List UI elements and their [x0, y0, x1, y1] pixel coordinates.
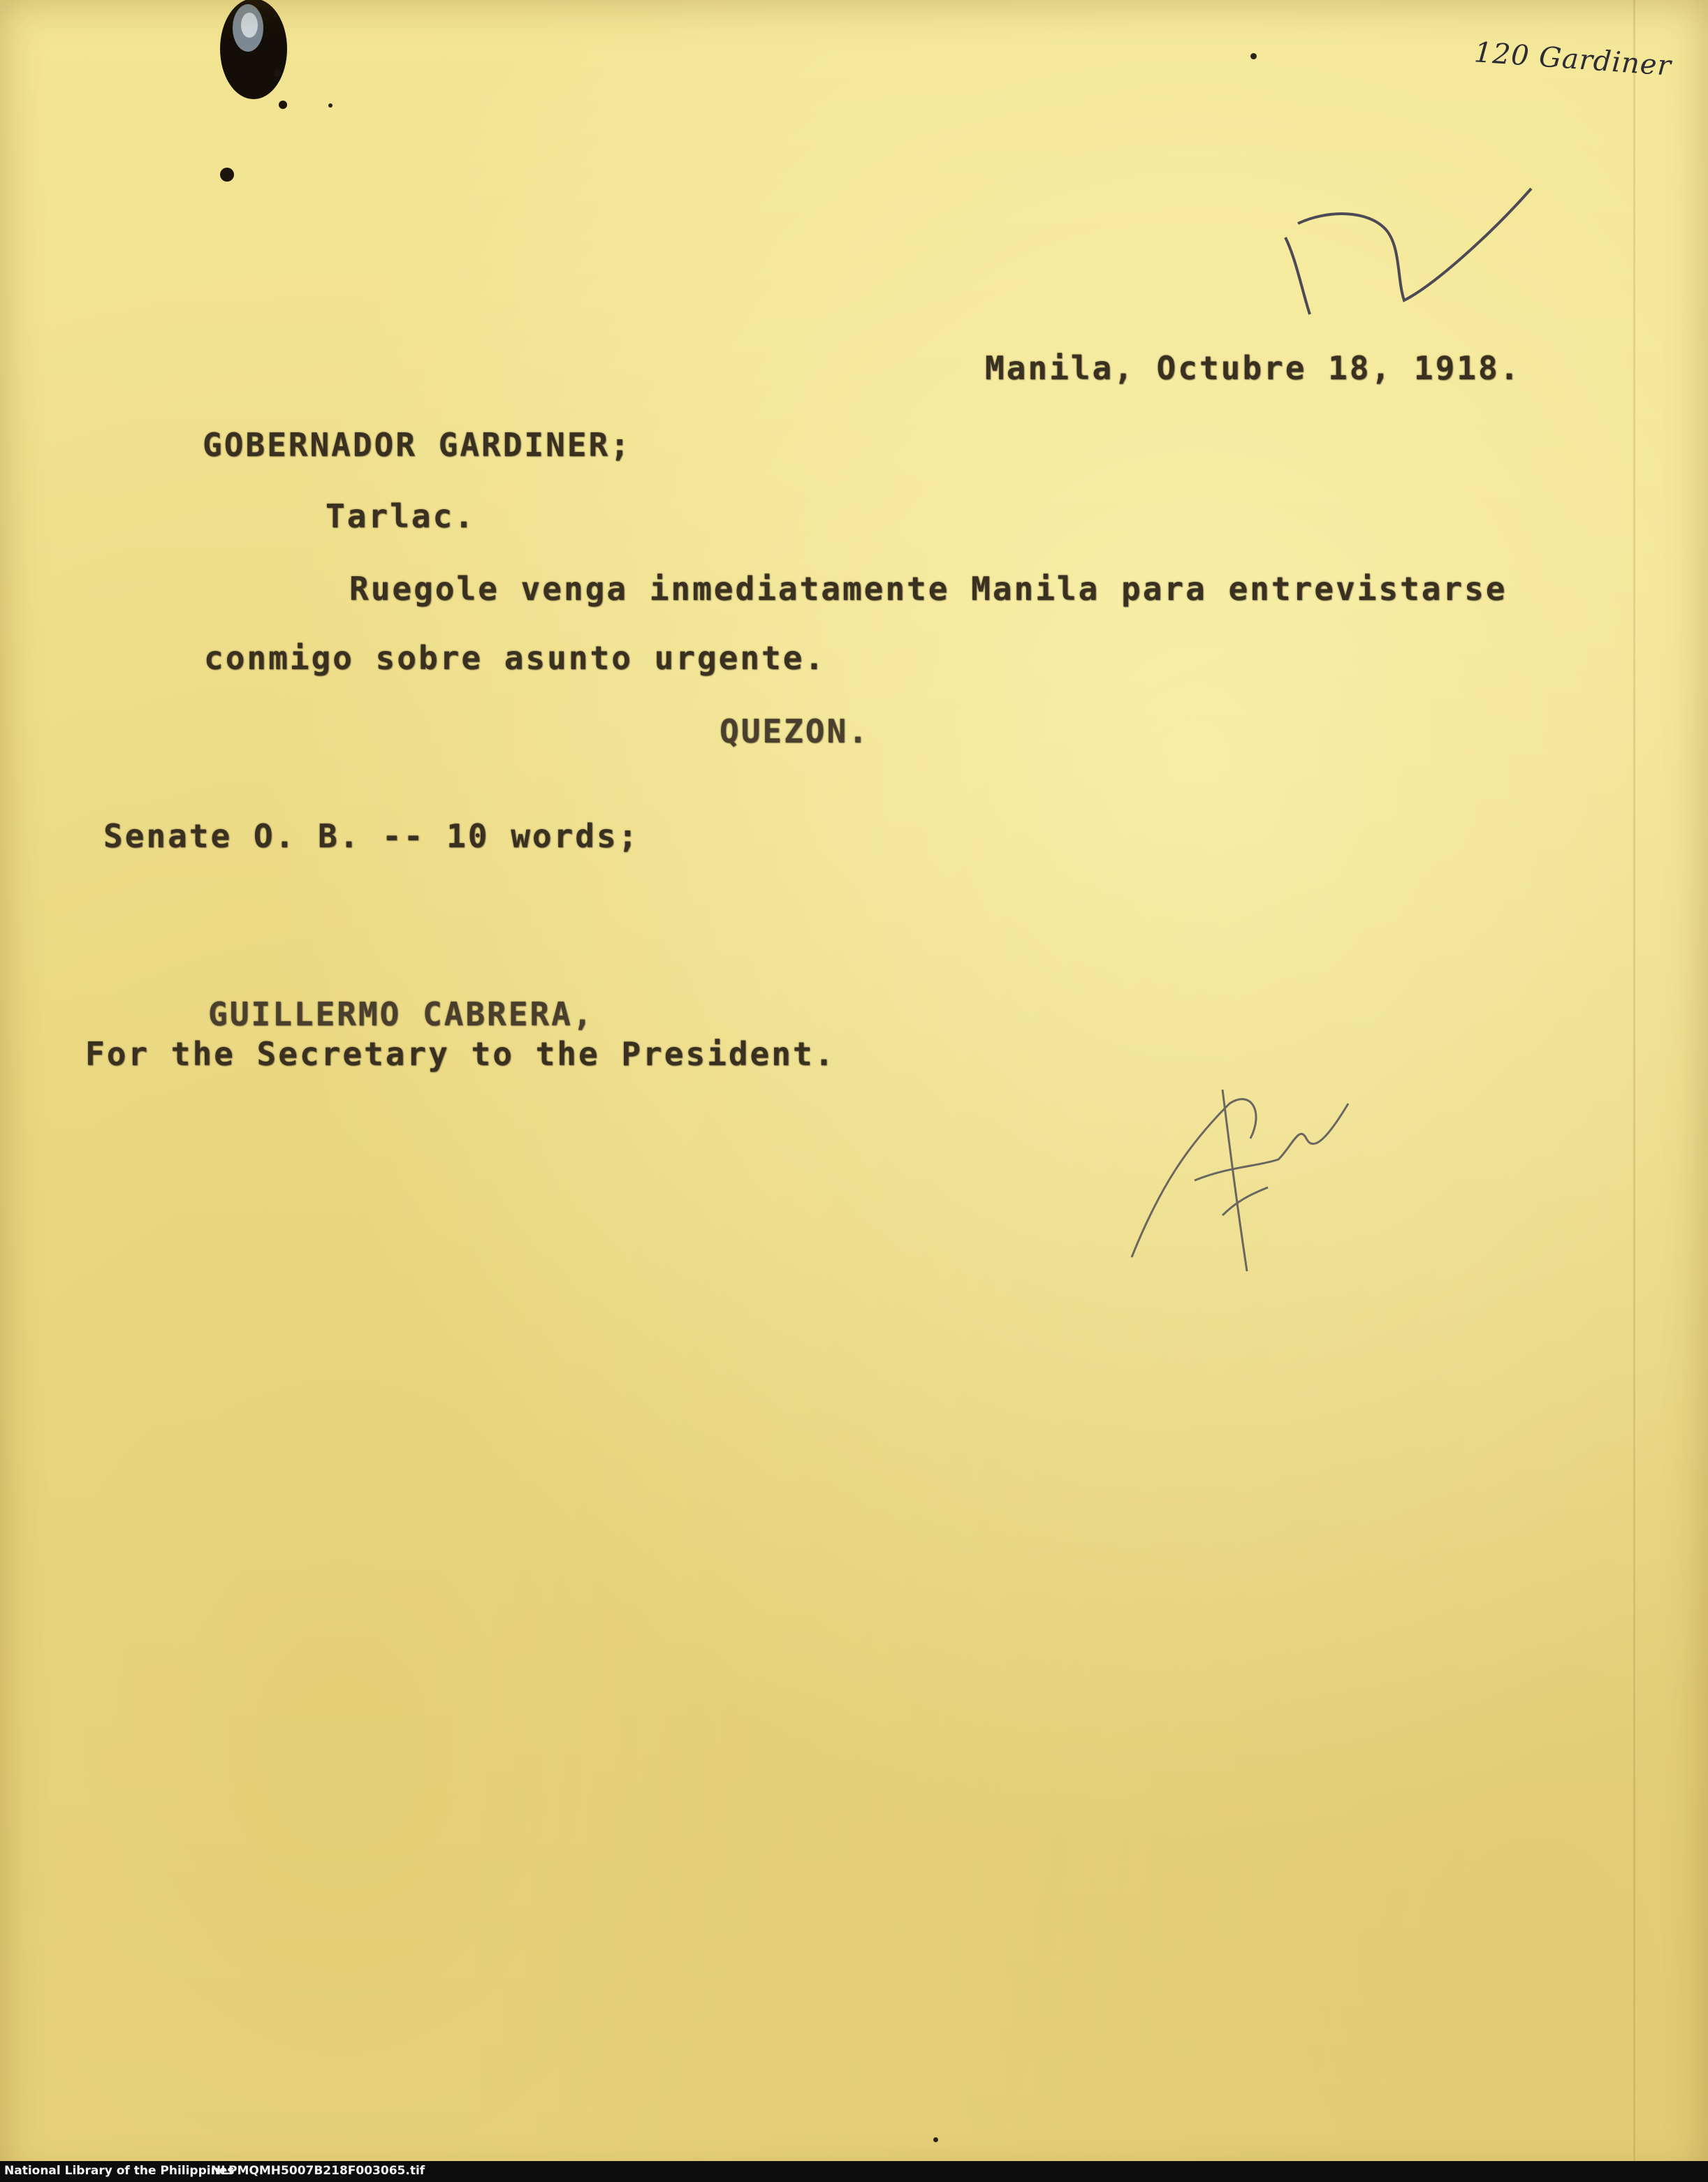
- word-count-line: Senate O. B. -- 10 words;: [103, 817, 640, 855]
- burn-mark: [199, 0, 311, 189]
- footer-file-id: NLPMQMH5007B218F003065.tif: [211, 2164, 425, 2178]
- footer-library-name: National Library of the Philippines: [4, 2164, 235, 2178]
- pencil-initials: [1118, 1062, 1411, 1285]
- ink-speck: [933, 2137, 938, 2142]
- handwritten-corner-note: 120 Gardiner: [1473, 36, 1673, 82]
- signatory-title: For the Secretary to the President.: [85, 1035, 836, 1073]
- archive-footer-bar: [0, 2161, 1708, 2182]
- pencil-check-mark: [1271, 182, 1565, 321]
- sender-name: QUEZON.: [720, 712, 870, 750]
- ink-speck: [328, 103, 333, 108]
- signatory-name: GUILLERMO CABRERA,: [208, 995, 594, 1033]
- message-body-line: conmigo sobre asunto urgente.: [204, 639, 826, 677]
- addressee-place: Tarlac.: [326, 497, 476, 535]
- paper-fold-line: [1633, 0, 1635, 2182]
- date-line: Manila, Octubre 18, 1918.: [985, 349, 1521, 387]
- addressee: GOBERNADOR GARDINER;: [203, 426, 632, 464]
- message-body-line: Ruegole venga inmediatamente Manila para entrevistarse: [349, 570, 1508, 608]
- ink-speck: [1250, 53, 1257, 59]
